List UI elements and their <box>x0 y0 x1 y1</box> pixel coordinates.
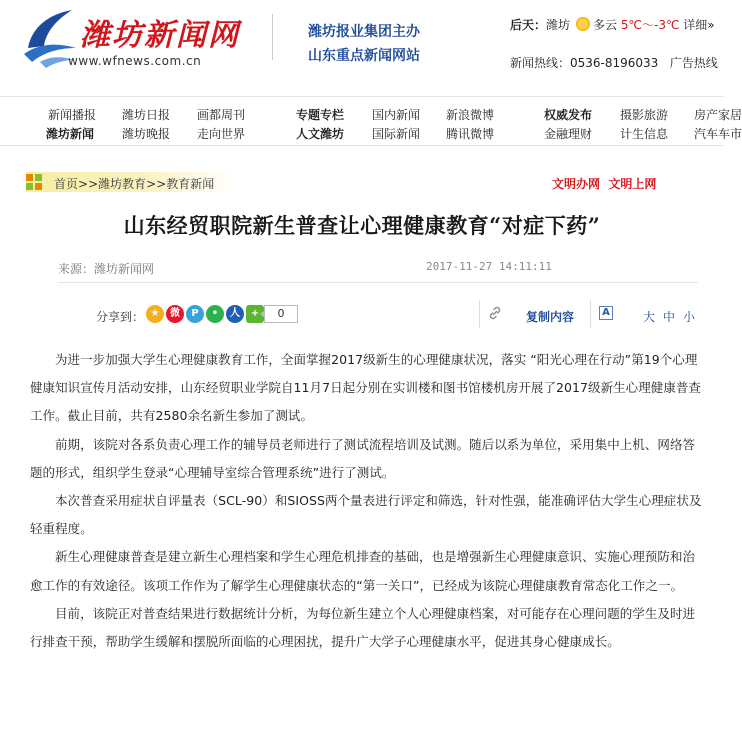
article-paragraph: 新生心理健康普查是建立新生心理档案和学生心理危机排查的基础，也是增强新生心理健康意识、实施心理预防和治愈工作的有效途径。该项工作作为了解学生心理健康状态的“第一关口”，已经成为该院心理健康教育常态化工作之一。 <box>30 549 696 593</box>
article-title: 山东经贸职院新生普查让心理健康教育“对症下药” <box>123 213 601 238</box>
logo-url: www.wfnews.com.cn <box>68 54 202 68</box>
nav-photo-travel[interactable]: 摄影旅游 <box>620 108 669 122</box>
article-body <box>30 346 704 656</box>
breadcrumb-separator: >> <box>146 177 167 191</box>
breadcrumb-subsection[interactable]: 教育新闻 <box>166 177 215 191</box>
article-paragraph: 目前，该院正对普查结果进行数据统计分析，为每位新生建立个人心理健康档案，对可能存在心理问题的学生及时进行排查干预，帮助学生缓解和摆脱所面临的心理困扰，提升广大学子心理健康水平，促进其身心健康成长。 <box>30 605 696 650</box>
font-size-medium[interactable]: 中 <box>663 310 676 324</box>
share-count: 0 <box>264 305 298 323</box>
ad-hotline: 广告热线 <box>669 56 718 70</box>
article-paragraph: 前期，该院对各系负责心理工作的辅导员老师进行了测试流程培训及试测。随后以系为单位，采用集中上机、网络答题的形式，组织学生登录“心理辅导室综合管理系统”进行了测试。 <box>30 436 696 480</box>
organizer-line-1: 潍坊报业集团主办 <box>308 24 420 40</box>
wechat-icon[interactable]: • <box>206 305 224 323</box>
nav-real-estate[interactable]: 房产家居 <box>694 108 742 122</box>
qzone-icon[interactable]: ★ <box>146 305 164 323</box>
nav-domestic-news[interactable]: 国内新闻 <box>372 108 421 122</box>
nav-finance[interactable]: 金融理财 <box>544 127 593 141</box>
civil-links <box>552 175 656 192</box>
breadcrumb-squares-icon <box>26 174 44 190</box>
logo-text: 潍坊新闻网 <box>80 18 240 53</box>
civil-online-link[interactable]: 文明上网 <box>608 177 657 191</box>
font-size-icon: A <box>599 306 613 320</box>
meta-divider <box>58 282 698 283</box>
more-share-icon[interactable]: + <box>246 305 264 323</box>
article-date: 2017-11-27 14:11:11 <box>426 260 552 273</box>
weather-desc: 多云 <box>593 18 618 32</box>
organizer-info <box>308 20 420 68</box>
nav-humanities[interactable]: 人文潍坊 <box>296 127 345 141</box>
nav-news-broadcast[interactable]: 新闻播报 <box>48 108 97 122</box>
tencent-weibo-icon[interactable]: P <box>186 305 204 323</box>
organizer-line-2: 山东重点新闻网站 <box>308 48 420 64</box>
toolbar-divider <box>479 300 480 328</box>
weibo-icon[interactable]: 微 <box>166 305 184 323</box>
font-size-small[interactable]: 小 <box>683 310 696 324</box>
weather-detail-link[interactable]: 详细» <box>683 18 715 32</box>
site-header <box>0 0 724 90</box>
weather-widget <box>510 16 715 33</box>
breadcrumb-separator: >> <box>78 177 99 191</box>
toolbar-divider <box>590 300 591 328</box>
news-hotline: 新闻热线：0536-8196033 <box>510 56 659 70</box>
nav-huadu-weekly[interactable]: 画都周刊 <box>197 108 246 122</box>
font-size-large[interactable]: 大 <box>643 310 656 324</box>
copy-content-button[interactable]: 复制内容 <box>526 310 575 324</box>
nav-weifang-news[interactable]: 潍坊新闻 <box>46 127 95 141</box>
renren-icon[interactable]: 人 <box>226 305 244 323</box>
article-paragraph: 本次普查采用症状自评量表（SCL-90）和SIOSS两个量表进行评定和筛选，针对性强，能准确评估大学生心理症状及轻重程度。 <box>30 493 702 537</box>
nav-family-planning[interactable]: 计生信息 <box>620 127 669 141</box>
nav-tencent-weibo[interactable]: 腾讯微博 <box>446 127 495 141</box>
nav-official-release[interactable]: 权威发布 <box>544 108 593 122</box>
weather-temperature: 5℃～-3℃ <box>620 18 680 32</box>
nav-auto[interactable]: 汽车车市 <box>694 127 742 141</box>
nav-weifang-daily[interactable]: 潍坊日报 <box>122 108 171 122</box>
share-label: 分享到： <box>96 310 145 324</box>
main-nav <box>0 96 742 146</box>
breadcrumb-home[interactable]: 首页 <box>54 177 79 191</box>
article-source: 来源：潍坊新闻网 <box>58 262 155 276</box>
breadcrumb-section[interactable]: 潍坊教育 <box>98 177 147 191</box>
link-icon[interactable] <box>488 306 502 324</box>
breadcrumb <box>54 175 214 192</box>
nav-international-news[interactable]: 国际新闻 <box>372 127 421 141</box>
civil-office-link[interactable]: 文明办网 <box>552 177 601 191</box>
nav-special-topics[interactable]: 专题专栏 <box>296 108 345 122</box>
header-divider <box>272 14 273 60</box>
sun-cloud-icon <box>576 17 590 31</box>
nav-go-world[interactable]: 走向世界 <box>197 127 246 141</box>
article-paragraph: 为进一步加强大学生心理健康教育工作，全面掌握2017级新生的心理健康状况，落实 “阳光心理在行动”第19个心理健康知识宣传月活动安排，山东经贸职业学院自11月7日起分别在实训楼和图书馆楼机房开展了2017级新生心理健康普查工作。截止目前，共有2580余名新生参加了测试。 <box>30 352 701 424</box>
weather-city: 潍坊 <box>546 18 571 32</box>
weather-label: 后天： <box>510 18 547 32</box>
breadcrumb-bar <box>26 172 236 192</box>
site-logo[interactable] <box>22 6 242 72</box>
hotlines <box>510 54 718 71</box>
nav-weifang-evening[interactable]: 潍坊晚报 <box>122 127 171 141</box>
nav-sina-weibo[interactable]: 新浪微博 <box>446 108 495 122</box>
